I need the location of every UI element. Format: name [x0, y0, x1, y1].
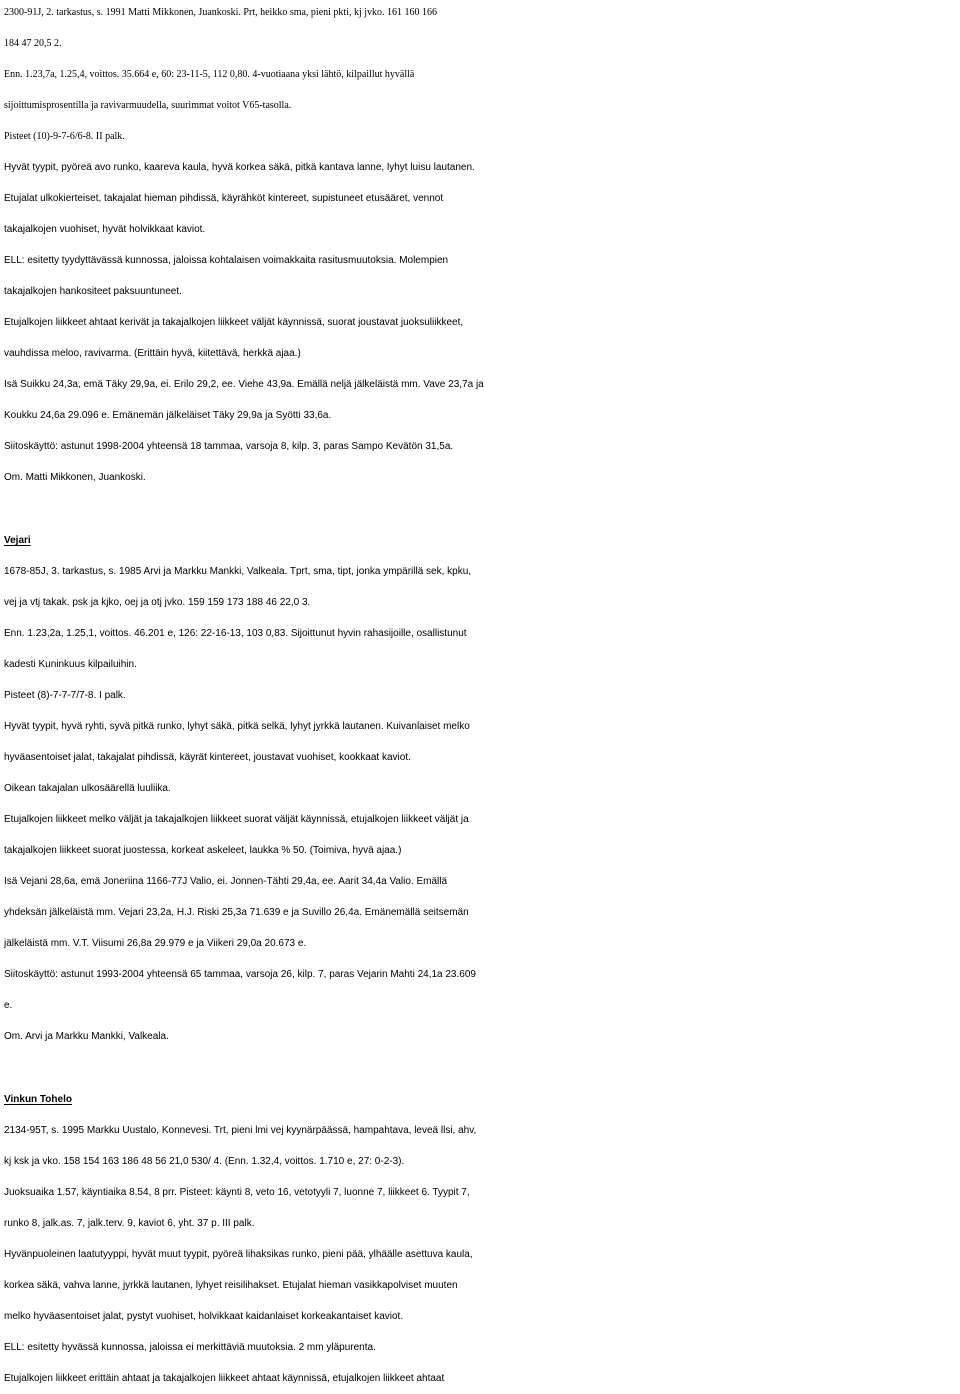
text-line: Oikean takajalan ulkosäärellä luuliika. — [4, 783, 171, 794]
text-line: Isä Suikku 24,3a, emä Täky 29,9a, ei. Erilo 29,2, ee. Viehe 43,9a. Emällä neljä jälkeläistä mm. Vave 23,7a ja — [4, 379, 484, 390]
text-line: Om. Matti Mikkonen, Juankoski. — [4, 472, 146, 483]
text-line: Pisteet (8)-7-7-7/7-8. I palk. — [4, 690, 126, 701]
text-line: hyväasentoiset jalat, takajalat pihdissä, käyrät kintereet, joustavat vuohiset, kookkaat kaviot. — [4, 752, 411, 763]
text-line: kadesti Kuninkuus kilpailuihin. — [4, 659, 137, 670]
text-line: Pisteet (10)-9-7-6/6-8. II palk. — [4, 131, 125, 142]
text-line: ELL: esitetty tyydyttävässä kunnossa, jaloissa kohtalaisen voimakkaita rasitusmuutoksia. Molempien — [4, 255, 449, 266]
text-line: Siitoskäyttö: astunut 1998-2004 yhteensä 18 tammaa, varsoja 8, kilp. 3, paras Sampo Kevätön 31,5a. — [4, 441, 454, 452]
text-line: takajalkojen hankositeet paksuuntuneet. — [4, 286, 182, 297]
text-line: yhdeksän jälkeläistä mm. Vejari 23,2a, H.J. Riski 25,3a 71.639 e ja Suvillo 26,4a. Emänemällä seitsemän — [4, 907, 469, 918]
text-line: Hyvänpuoleinen laatutyyppi, hyvät muut tyypit, pyöreä lihaksikas runko, pieni pää, ylhäälle asettuva kaula, — [4, 1249, 473, 1260]
text-line: 2134-95T, s. 1995 Markku Uustalo, Konnevesi. Trt, pieni lmi vej kyynärpäässä, hampahtava, leveä llsi, ahv, — [4, 1125, 477, 1136]
horse-entry-vinkun-tohelo — [0, 1084, 960, 1394]
text-line: Etujalkojen liikkeet melko väljät ja takajalkojen liikkeet suorat väljät käynnissä, etujalkojen liikkeet väljät ja — [4, 814, 469, 825]
text-line: 1678-85J, 3. tarkastus, s. 1985 Arvi ja Markku Mankki, Valkeala. Tprt, sma, tipt, jonka ympärillä sek, kpku, — [4, 566, 472, 577]
text-line: vauhdissa meloo, ravivarma. (Erittäin hyvä, kiitettävä, herkkä ajaa.) — [4, 348, 301, 359]
horse-entry-continued — [0, 0, 960, 493]
text-line: melko hyväasentoiset jalat, pystyt vuohiset, holvikkaat kaidanlaiset korkeakantaiset kaviot. — [4, 1311, 404, 1322]
text-line: ELL: esitetty hyvässä kunnossa, jaloissa ei merkittäviä muutoksia. 2 mm yläpurenta. — [4, 1342, 376, 1353]
text-line: Enn. 1.23,2a, 1.25,1, voittos. 46.201 e, 126: 22-16-13, 103 0,83. Sijoittunut hyvin rahasijoille, osallistunut — [4, 628, 467, 639]
text-line: Enn. 1.23,7a, 1.25,4, voittos. 35.664 e, 60: 23-11-5, 112 0,80. 4-vuotiaana yksi lähtö, kilpaillut hyvällä — [4, 69, 415, 80]
text-line: Koukku 24,6a 29.096 e. Emänemän jälkeläiset Täky 29,9a ja Syötti 33,6a. — [4, 410, 332, 421]
text-line: Juoksuaika 1.57, käyntiaika 8.54, 8 prr. Pisteet: käynti 8, veto 16, vetotyyli 7, luonne 7, liikkeet 6. Tyypit 7, — [4, 1187, 470, 1198]
section-spacer — [0, 493, 960, 525]
text-line: e. — [4, 1000, 13, 1011]
section-heading: Vejari — [4, 535, 31, 546]
text-line: Hyvät tyypit, hyvä ryhti, syvä pitkä runko, lyhyt säkä, pitkä selkä, lyhyt jyrkkä lautanen. Kuivanlaiset melko — [4, 721, 470, 732]
text-line: runko 8, jalk.as. 7, jalk.terv. 9, kaviot 6, yht. 37 p. III palk. — [4, 1218, 255, 1229]
text-line: Siitoskäyttö: astunut 1993-2004 yhteensä 65 tammaa, varsoja 26, kilp. 7, paras Vejarin Mahti 24,1a 23.609 — [4, 969, 476, 980]
text-line: sijoittumisprosentilla ja ravivarmuudella, suurimmat voitot V65-tasolla. — [4, 100, 292, 111]
text-line: takajalkojen liikkeet suorat juostessa, korkeat askeleet, laukka % 50. (Toimiva, hyvä ajaa.) — [4, 845, 402, 856]
text-line: 2300-91J, 2. tarkastus, s. 1991 Matti Mikkonen, Juankoski. Prt, heikko sma, pieni pkti, kj jvko. 161 160 166 — [4, 7, 438, 18]
text-line: jälkeläistä mm. V.T. Viisumi 26,8a 29.979 e ja Viikeri 29,0a 20.673 e. — [4, 938, 307, 949]
text-line: Etujalkojen liikkeet erittäin ahtaat ja takajalkojen liikkeet ahtaat käynnissä, etujalkojen liikkeet ahtaat — [4, 1373, 445, 1384]
text-line: Etujalat ulkokierteiset, takajalat hieman pihdissä, käyrähköt kintereet, supistuneet etusääret, vennot — [4, 193, 444, 204]
text-line: korkea säkä, vahva lanne, jyrkkä lautanen, lyhyet reisilihakset. Etujalat hieman vasikkapolviset muuten — [4, 1280, 458, 1291]
text-line: takajalkojen vuohiset, hyvät holvikkaat kaviot. — [4, 224, 206, 235]
horse-entry-vejari — [0, 525, 960, 1052]
text-line: Isä Vejani 28,6a, emä Joneriina 1166-77J Valio, ei. Jonnen-Tähti 29,4a, ee. Aarit 34,4a Valio. Emällä — [4, 876, 448, 887]
section-heading: Vinkun Tohelo — [4, 1094, 72, 1105]
text-line: 184 47 20,5 2. — [4, 38, 62, 49]
text-line: Hyvät tyypit, pyöreä avo runko, kaareva kaula, hyvä korkea säkä, pitkä kantava lanne, lyhyt luisu lautanen. — [4, 162, 475, 173]
text-line: Om. Arvi ja Markku Mankki, Valkeala. — [4, 1031, 169, 1042]
text-line: Etujalkojen liikkeet ahtaat kerivät ja takajalkojen liikkeet väljät käynnissä, suorat joustavat juoksuliikkeet, — [4, 317, 464, 328]
section-spacer — [0, 1052, 960, 1084]
text-line: kj ksk ja vko. 158 154 163 186 48 56 21,0 530/ 4. (Enn. 1.32,4, voittos. 1.710 e, 27: 0-2-3). — [4, 1156, 405, 1167]
text-line: vej ja vtj takak. psk ja kjko, oej ja otj jvko. 159 159 173 188 46 22,0 3. — [4, 597, 311, 608]
